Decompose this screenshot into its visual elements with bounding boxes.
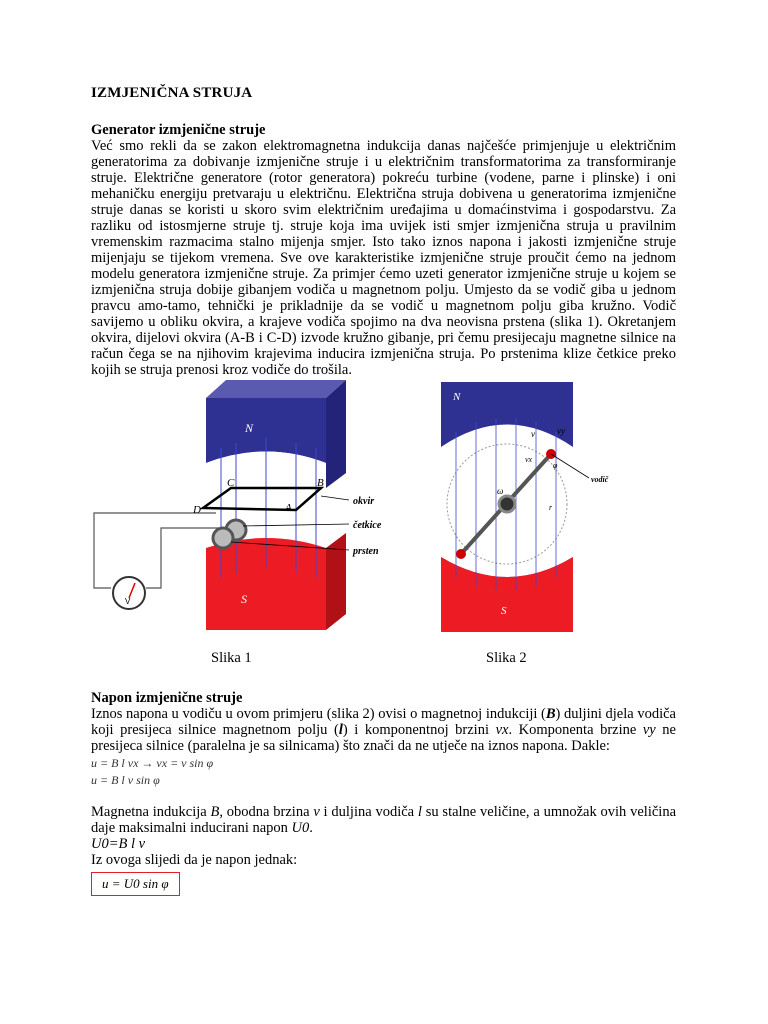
section-heading-generator: Generator izmjenične struje bbox=[91, 122, 266, 138]
voltage-paragraph-3: Iz ovoga slijedi da je napon jednak: bbox=[91, 852, 298, 868]
north-magnet-top bbox=[206, 380, 346, 398]
okvir-pointer bbox=[321, 496, 349, 500]
conductor-bottom bbox=[456, 549, 466, 559]
fig2-label-north: N bbox=[453, 391, 461, 403]
voltage-paragraph-2: Magnetna indukcija B, obodna brzina v i duljina vodiča l su stalne veličine, a umnožak ovih veličina daje maksimalni inducirani napon U0. bbox=[91, 804, 676, 836]
document-page bbox=[91, 85, 676, 896]
formula-2: u = B l v sin φ bbox=[91, 773, 160, 787]
figure-2-conductor-rotation bbox=[441, 382, 681, 637]
page-title: IZMJENIČNA STRUJA bbox=[91, 85, 253, 101]
label-north: N bbox=[245, 421, 254, 435]
caption-figure-2: Slika 2 bbox=[486, 650, 527, 666]
label-A: A bbox=[285, 502, 292, 514]
south-magnet-side bbox=[326, 533, 346, 630]
fig2-label-omega: ω bbox=[497, 486, 504, 496]
figures-area bbox=[91, 378, 676, 688]
equation-U0: U0=B l v bbox=[91, 836, 146, 852]
label-C: C bbox=[227, 477, 235, 489]
formula-1: u = B l vx → vx = v sin φ bbox=[91, 756, 214, 770]
fig2-label-vy: vy bbox=[557, 426, 565, 436]
fig2-label-r: r bbox=[549, 503, 553, 512]
fig2-label-south: S bbox=[501, 605, 507, 617]
wire-1 bbox=[94, 513, 216, 588]
fig2-label-phi: φ bbox=[553, 461, 558, 470]
figure-1-generator-model bbox=[91, 378, 401, 638]
voltage-paragraph-1: Iznos napona u vodiču u ovom primjeru (slika 2) ovisi o magnetnoj indukciji (B) duljini djela vodiča koji presijeca silnice magnetnom polju (l) i komponentnoj brzini vx. Komponenta brzine vy ne presijeca silnice (paralelna je sa silnicama) što znači da ne utječe na iznos napona. Dakle: bbox=[91, 706, 676, 754]
label-south: S bbox=[241, 592, 247, 606]
fig2-label-vodic: vodič bbox=[591, 475, 609, 484]
north-magnet-side bbox=[326, 380, 346, 488]
label-okvir: okvir bbox=[353, 496, 375, 507]
label-B: B bbox=[317, 477, 324, 489]
caption-figure-1: Slika 1 bbox=[211, 650, 252, 666]
label-voltmeter: V bbox=[125, 597, 131, 606]
slip-ring-2 bbox=[213, 528, 233, 548]
fig2-label-v: v bbox=[531, 429, 535, 439]
label-cetkice: četkice bbox=[353, 520, 382, 531]
fig2-label-vx: vx bbox=[525, 455, 533, 464]
section-heading-voltage: Napon izmjenične struje bbox=[91, 690, 243, 706]
label-prsten: prsten bbox=[353, 546, 379, 557]
label-D: D bbox=[193, 504, 201, 516]
rotor-axis bbox=[499, 496, 515, 512]
final-formula-box: u = U0 sin φ bbox=[91, 872, 180, 896]
generator-paragraph: Već smo rekli da se zakon elektromagnetna indukcija danas najčešće primjenjuje u električnim generatorima za dobivanje izmjenične struje i u električnim transformatorima za transformiranje struje. Električne generatore (rotor generatora) pokreću turbine (vodene, parne i plinske) i oni mehaničku energiju pretvaraju u električnu. Električna struja dobivena u generatorima izmjenične struje danas se koristi u skoro svim električnim uređajima u domaćinstvima i gospodarstvu. Za razliku od istosmjerne struje tj. struje koja ima uvijek isti smjer izmjenična struja u pravilnim vremenskim razmacima stalno mijenja smjer. Isto tako iznos napona i jakosti izmjenične struje mijenjaju se tijekom vremena. Sve ove karakteristike izmjenične struje proučit ćemo na jednom modelu generatora izmjenične struje. Za primjer ćemo uzeti generator izmjenične struje u kojem se izmjenična struja dobije gibanjem vodiča u magnetnom polju. Umjesto da se vodič giba u jednom pravcu amo-tamo, tehnički je prikladnije da se vodič u magnetnom polju giba kružno. Vodič savijemo u obliku okvira, a krajeve vodiča spojimo na dva neovisna prstena (slika 1). Okretanjem okvira, dijelovi okvira (A-B i C-D) izvode kružno gibanje, pri čemu presijecaju magnetne silnice na račun čega se na njihovim krajevima inducira izmjenična struja. Po prstenima klize četkice preko kojih se struja prenosi kroz vodiče do trošila. bbox=[91, 138, 676, 378]
